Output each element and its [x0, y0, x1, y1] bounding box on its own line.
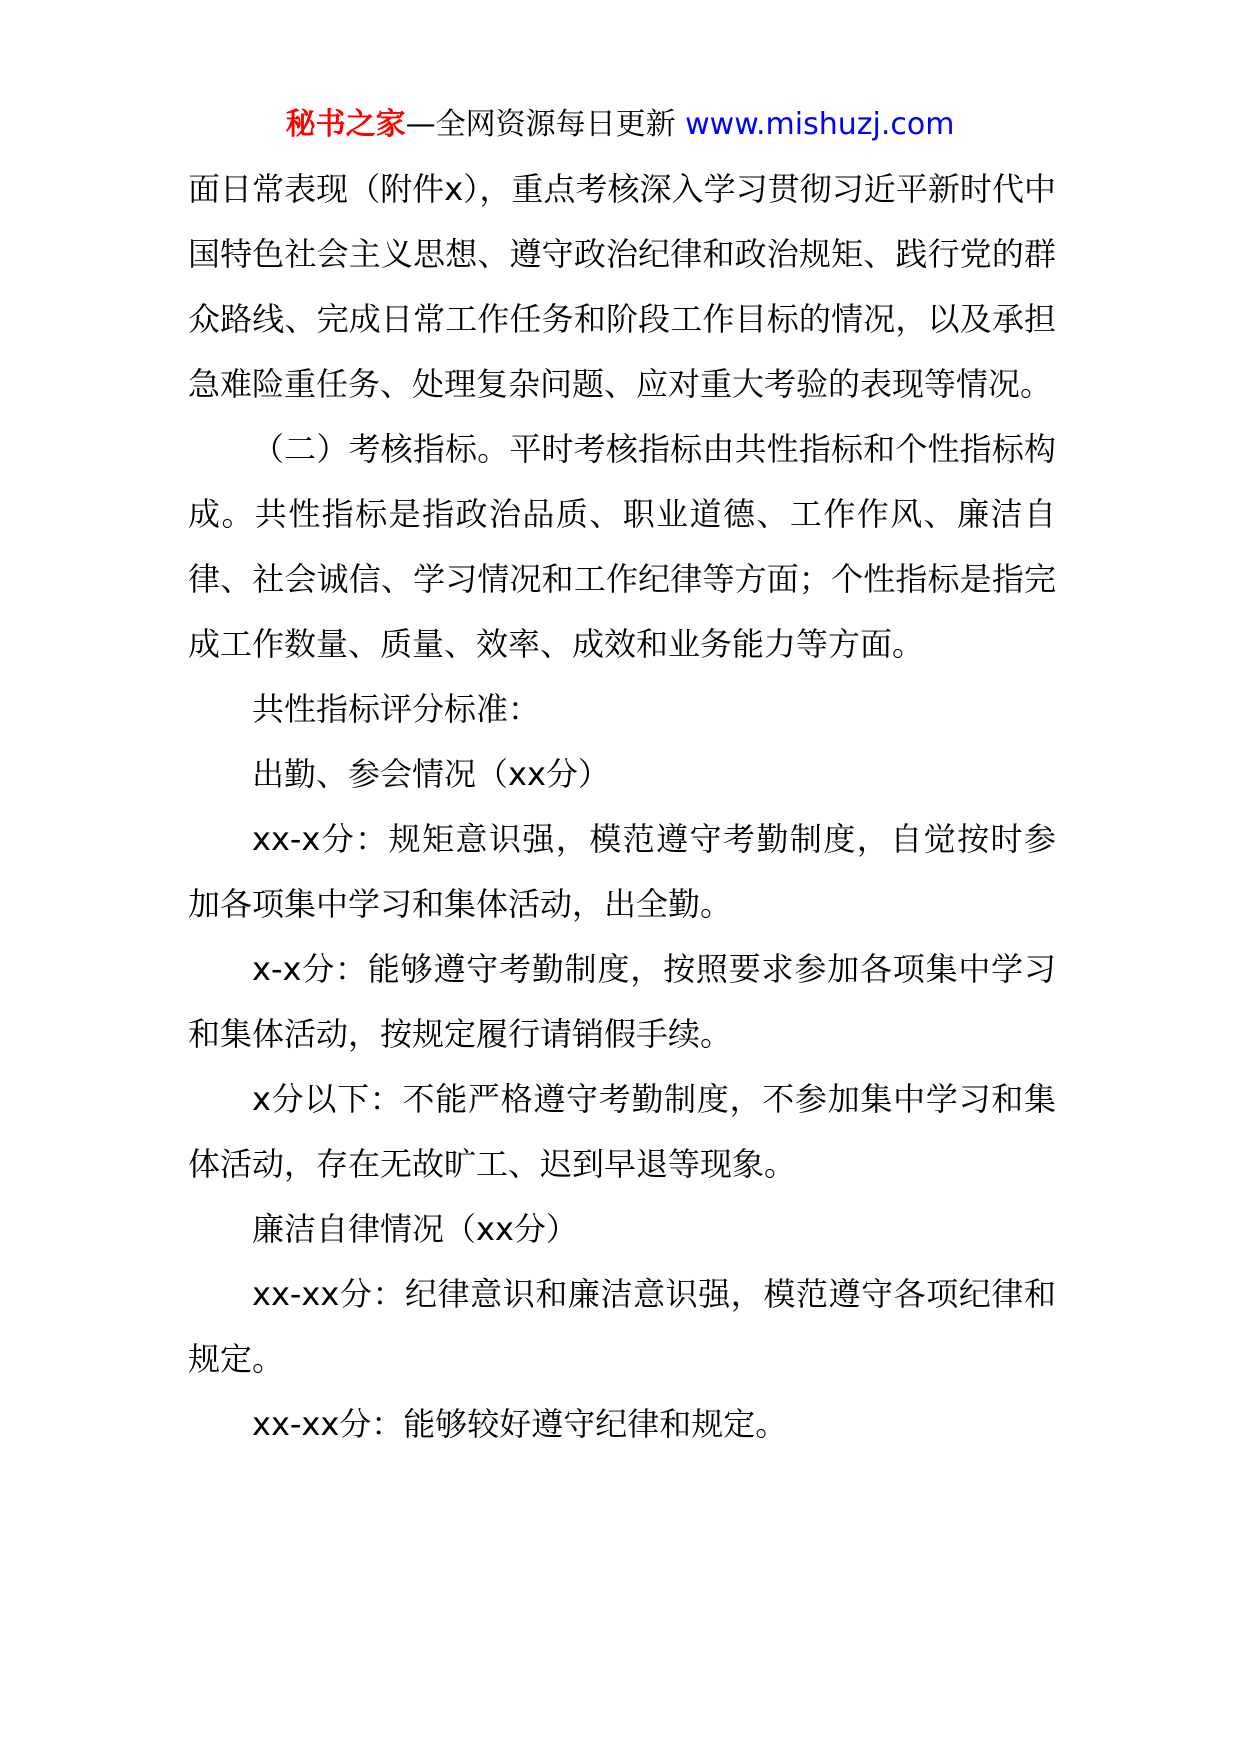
site-tagline: —全网资源每日更新	[405, 107, 676, 142]
site-brand: 秘书之家	[285, 107, 406, 142]
paragraph-attendance-top-score: xx-x分：规矩意识强，模范遵守考勤制度，自觉按时参加各项集中学习和集体活动，出全勤。	[188, 820, 1056, 923]
paragraph-attendance-heading: 出勤、参会情况（xx分）	[252, 755, 610, 793]
site-url-link[interactable]: www.mishuzj.com	[685, 107, 955, 142]
site-header	[0, 93, 1240, 157]
paragraph-attendance-low-score: x分以下：不能严格遵守考勤制度，不参加集中学习和集体活动，存在无故旷工、迟到早退等现象。	[188, 1080, 1056, 1183]
paragraph-integrity-top-score: xx-xx分：纪律意识和廉洁意识强，模范遵守各项纪律和规定。	[188, 1275, 1056, 1378]
paragraph-common-indicator-criteria-heading: 共性指标评分标准：	[252, 690, 541, 728]
paragraph-assessment-indicators: （二）考核指标。平时考核指标由共性指标和个性指标构成。共性指标是指政治品质、职业道德、工作作风、廉洁自律、社会诚信、学习情况和工作纪律等方面；个性指标是指完成工作数量、质量、效率、成效和业务能力等方面。	[188, 430, 1056, 663]
paragraph-continued-daily-performance: 面日常表现（附件x），重点考核深入学习贯彻习近平新时代中国特色社会主义思想、遵守政治纪律和政治规矩、践行党的群众路线、完成日常工作任务和阶段工作目标的情况，以及承担急难险重任务、处理复杂问题、应对重大考验的表现等情况。	[188, 170, 1056, 403]
paragraph-integrity-mid-score: xx-xx分：能够较好遵守纪律和规定。	[252, 1405, 788, 1443]
paragraph-attendance-mid-score: x-x分：能够遵守考勤制度，按照要求参加各项集中学习和集体活动，按规定履行请销假手续。	[188, 950, 1056, 1053]
document-body	[188, 157, 1056, 1457]
paragraph-integrity-heading: 廉洁自律情况（xx分）	[252, 1210, 578, 1248]
